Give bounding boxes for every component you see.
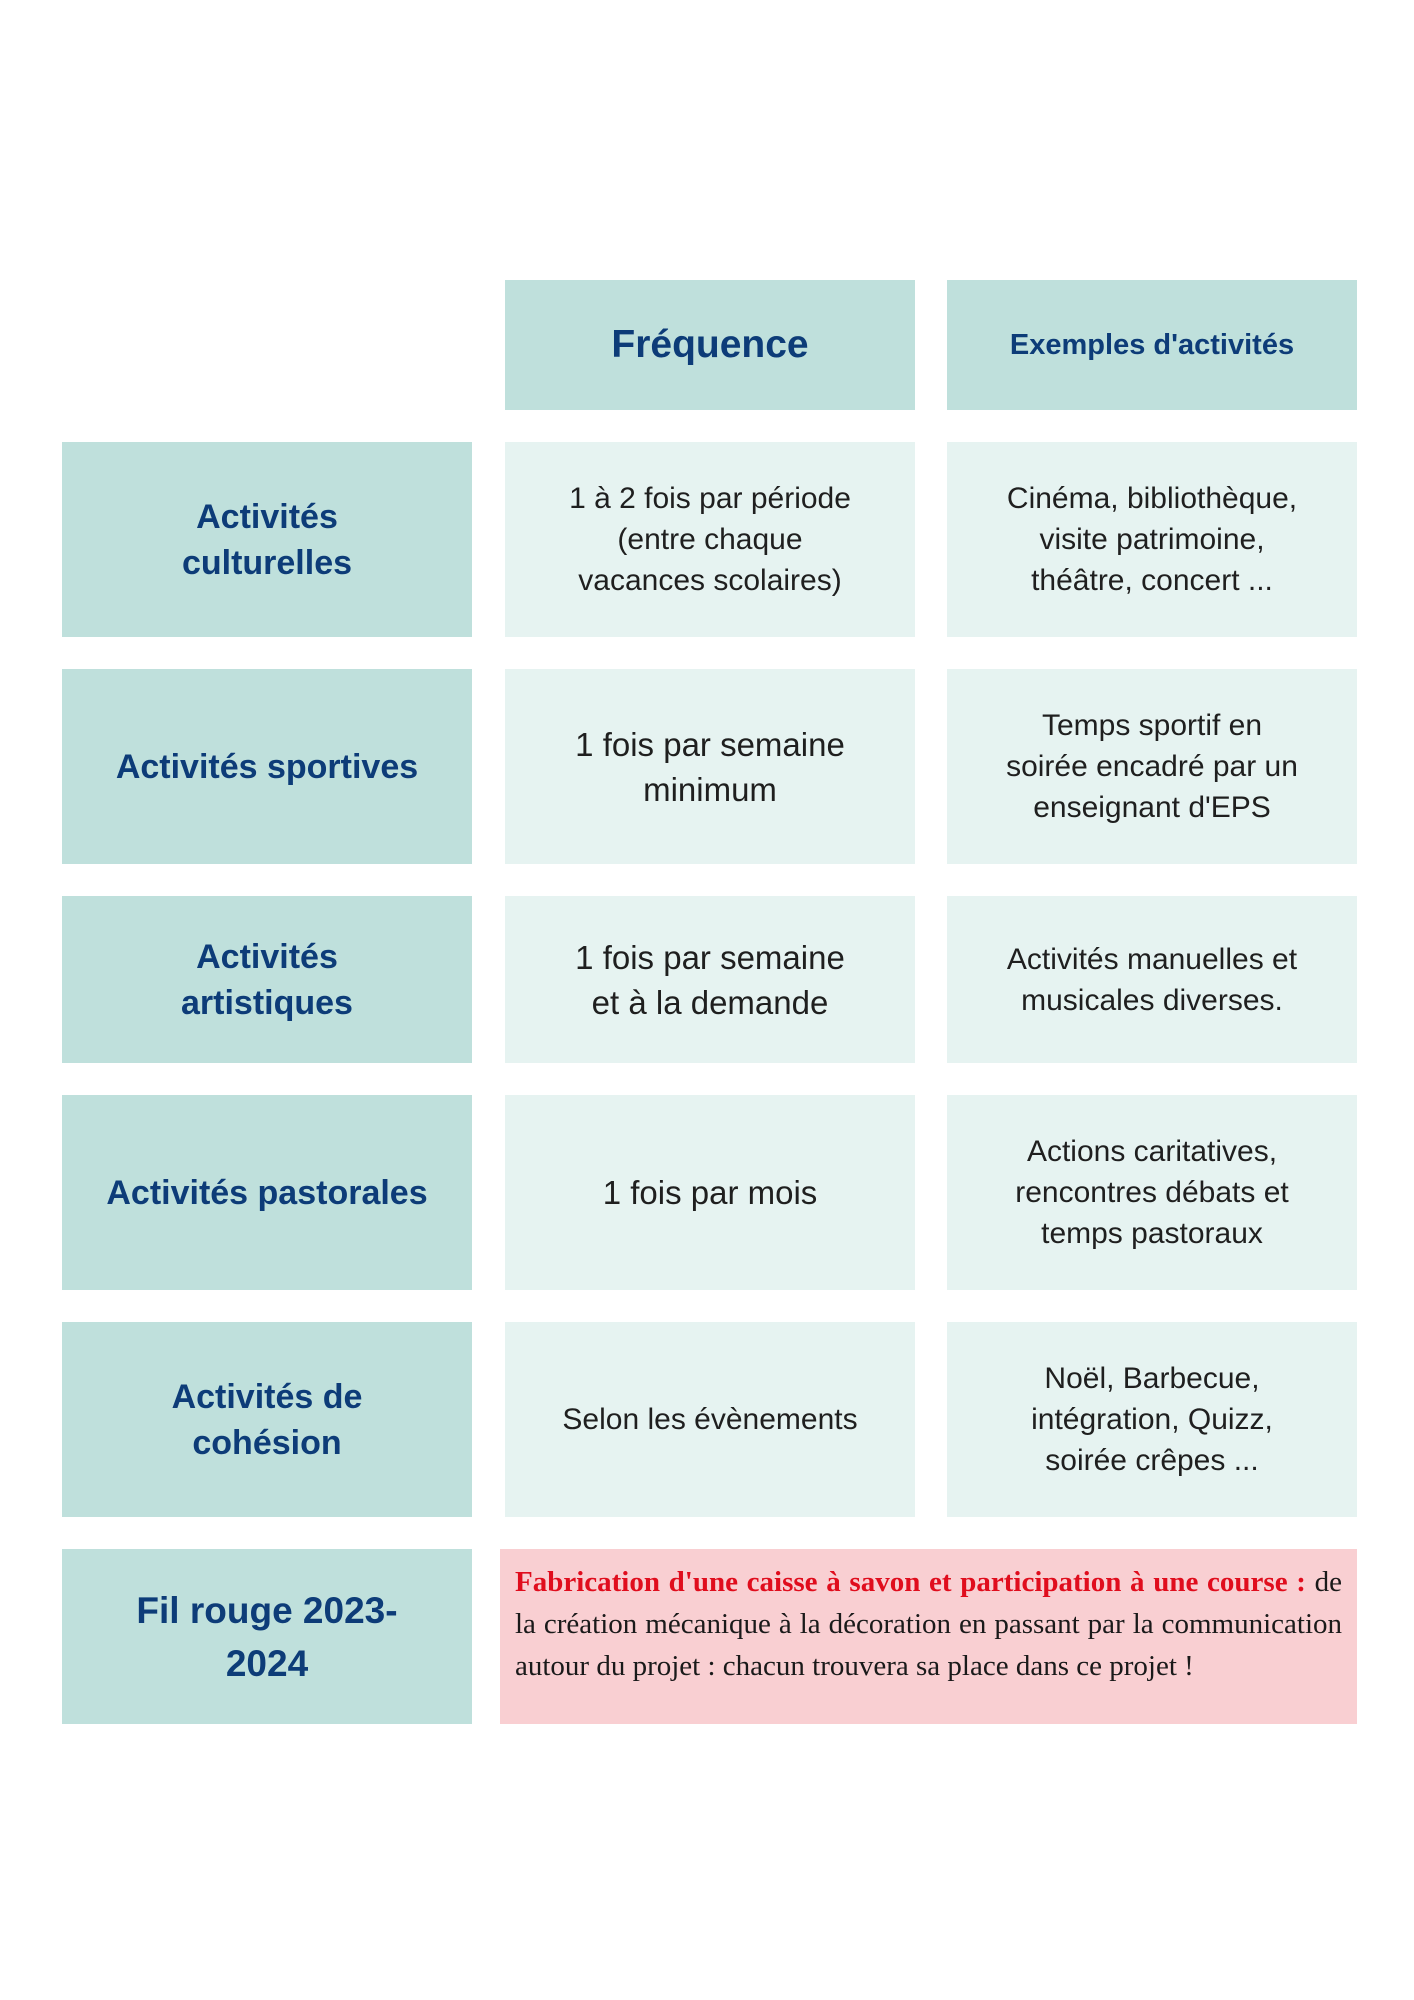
row-label-artistiques	[62, 896, 472, 1063]
examples-culturelles	[947, 442, 1357, 637]
frequency-line: 1 fois par semaine	[575, 938, 845, 976]
examples-line: soirée crêpes ...	[1045, 1444, 1259, 1477]
frequency-line: (entre chaque	[617, 523, 803, 556]
frequency-line: et à la demande	[591, 983, 829, 1021]
header-frequence	[505, 280, 915, 410]
examples-artistiques	[947, 896, 1357, 1063]
frequency-pastorales	[505, 1095, 915, 1290]
header-exemples	[947, 280, 1357, 410]
fil-rouge-highlight: Fabrication d'une caisse à savon et participation à une course :	[515, 1566, 1306, 1598]
examples-line: Noël, Barbecue,	[1044, 1362, 1260, 1395]
examples-line: Temps sportif en	[1041, 709, 1263, 742]
row-label-line: Activités pastorales	[106, 1173, 428, 1212]
frequency-line: Selon les évènements	[562, 1403, 858, 1436]
row-label-line: 2024	[225, 1642, 309, 1684]
examples-line: soirée encadré par un	[1006, 750, 1298, 783]
header-frequence-label: Fréquence	[611, 323, 809, 366]
examples-sportives	[947, 669, 1357, 864]
examples-line: rencontres débats et	[1015, 1176, 1289, 1209]
frequency-line: 1 fois par mois	[602, 1174, 818, 1211]
row-label-fil-rouge	[62, 1549, 472, 1724]
header-exemples-label: Exemples d'activités	[1009, 328, 1295, 361]
row-label-line: artistiques	[181, 983, 353, 1022]
examples-line: musicales diverses.	[1021, 983, 1283, 1017]
examples-line: visite patrimoine,	[1039, 523, 1265, 556]
row-label-line: Activités sportives	[115, 747, 419, 786]
frequency-artistiques	[505, 896, 915, 1063]
frequency-line: 1 fois par semaine	[575, 725, 845, 763]
row-label-pastorales	[62, 1095, 472, 1290]
fil-rouge-text: de la création mécanique à la décoration en passant par la communication autour du projet : chacun trouvera sa place dans ce projet !	[515, 1566, 1342, 1682]
row-label-line: Activités de	[171, 1377, 363, 1416]
row-label-line: culturelles	[181, 543, 353, 582]
frequency-line: 1 à 2 fois par période	[569, 482, 851, 515]
fil-rouge-description	[500, 1549, 1357, 1724]
row-label-line: Activités	[196, 937, 338, 976]
row-label-cohesion	[62, 1322, 472, 1517]
row-label-culturelles	[62, 442, 472, 637]
frequency-culturelles	[505, 442, 915, 637]
examples-line: Actions caritatives,	[1026, 1135, 1278, 1168]
row-label-line: Activités	[196, 497, 338, 536]
frequency-cohesion	[505, 1322, 915, 1517]
examples-line: temps pastoraux	[1041, 1217, 1263, 1250]
examples-line: Cinéma, bibliothèque,	[1006, 482, 1298, 515]
examples-cohesion	[947, 1322, 1357, 1517]
frequency-line: minimum	[643, 770, 777, 808]
frequency-line: vacances scolaires)	[578, 564, 842, 597]
examples-line: enseignant d'EPS	[1033, 791, 1271, 824]
examples-line: intégration, Quizz,	[1031, 1403, 1273, 1436]
row-label-line: cohésion	[192, 1423, 342, 1462]
examples-line: théâtre, concert ...	[1031, 564, 1273, 597]
row-label-line: Fil rouge 2023-	[136, 1589, 398, 1631]
examples-pastorales	[947, 1095, 1357, 1290]
examples-line: Activités manuelles et	[1006, 942, 1298, 976]
row-label-sportives	[62, 669, 472, 864]
frequency-sportives	[505, 669, 915, 864]
